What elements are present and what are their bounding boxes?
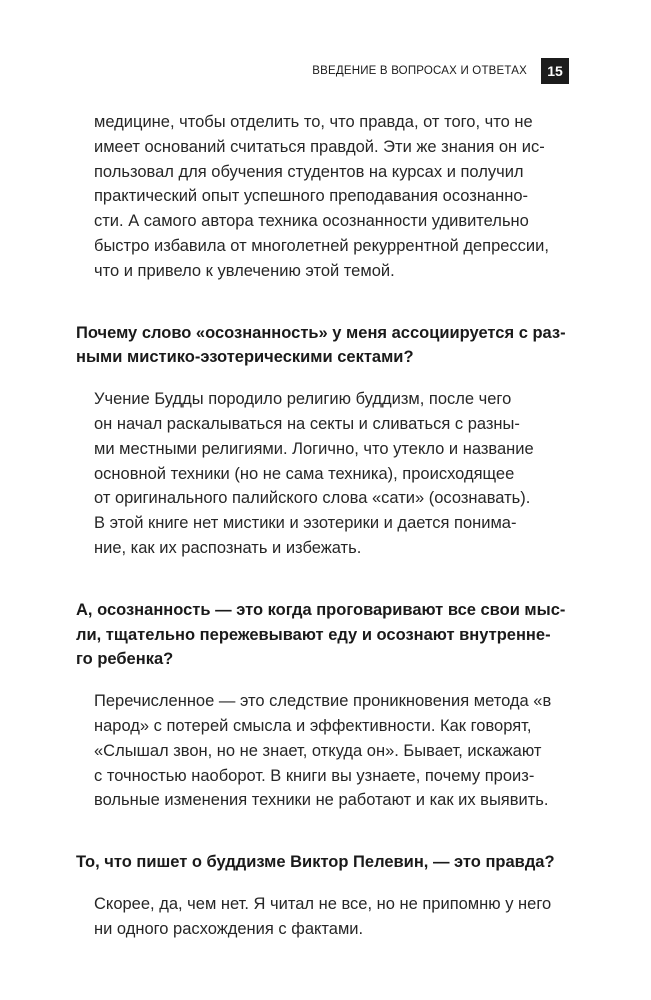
question-heading-3	[76, 850, 574, 875]
text-line: го ребенка?	[76, 650, 174, 669]
paragraph-intro-continuation	[76, 110, 574, 284]
text-line: народ» с потерей смысла и эффективности. Как говорят,	[94, 716, 532, 735]
text-line: быстро избавила от многолетней рекуррентной депрессии,	[94, 236, 549, 255]
page-number: 15	[541, 58, 569, 84]
text-line: он начал раскалываться на секты и сливаться с разны-	[94, 414, 520, 433]
text-line: медицине, чтобы отделить то, что правда, от того, что не	[94, 113, 533, 131]
text-line: пользовал для обучения студентов на курсах и получил	[94, 162, 524, 181]
text-line: вольные изменения техники не работают и как их выявить.	[94, 791, 549, 810]
text-line: с точностью наоборот. В книги вы узнаете, почему произ-	[94, 766, 535, 785]
text-line: что и привело к увлечению этой темой.	[94, 261, 395, 280]
text-line: ми местными религиями. Логично, что утекло и название	[94, 439, 534, 458]
text-line: от оригинального палийского слова «сати» (осознавать).	[94, 489, 531, 508]
text-line: ни одного расхождения с фактами.	[94, 919, 364, 938]
page-body	[76, 110, 574, 942]
text-line: практический опыт успешного преподавания осознанно-	[94, 187, 529, 206]
question-heading-1	[76, 321, 574, 371]
text-line: ние, как их распознать и избежать.	[94, 538, 362, 557]
text-line: «Слышал звон, но не знает, откуда он». Бывает, искажают	[94, 741, 542, 760]
page-header	[312, 58, 569, 84]
text-line: Перечисленное — это следствие проникновения метода «в	[94, 692, 552, 711]
answer-paragraph-2	[76, 689, 574, 813]
text-line: А, осознанность — это когда проговаривают все свои мыс-	[76, 600, 566, 619]
text-line: ли, тщательно пережевывают еду и осознают внутренне-	[76, 625, 551, 644]
text-line: сти. А самого автора техника осознанности удивительно	[94, 212, 529, 231]
text-line: имеет оснований считаться правдой. Эти же знания он ис-	[94, 137, 545, 156]
text-line: основной техники (но не сама техника), происходящее	[94, 464, 515, 483]
text-line: В этой книге нет мистики и эзотерики и дается понима-	[94, 514, 517, 533]
text-line: Скорее, да, чем нет. Я читал не все, но не припомню у него	[94, 894, 552, 913]
answer-paragraph-1	[76, 387, 574, 561]
text-line: Почему слово «осознанность» у меня ассоциируется с раз-	[76, 323, 566, 342]
text-line: ными мистико-эзотерическими сектами?	[76, 348, 414, 367]
text-line: Учение Будды породило религию буддизм, после чего	[94, 390, 512, 409]
answer-paragraph-3	[76, 892, 574, 942]
text-line: То, что пишет о буддизме Виктор Пелевин, — это правда?	[76, 853, 555, 872]
question-heading-2	[76, 598, 574, 672]
running-head: ВВЕДЕНИЕ В ВОПРОСАХ И ОТВЕТАХ	[312, 65, 527, 77]
